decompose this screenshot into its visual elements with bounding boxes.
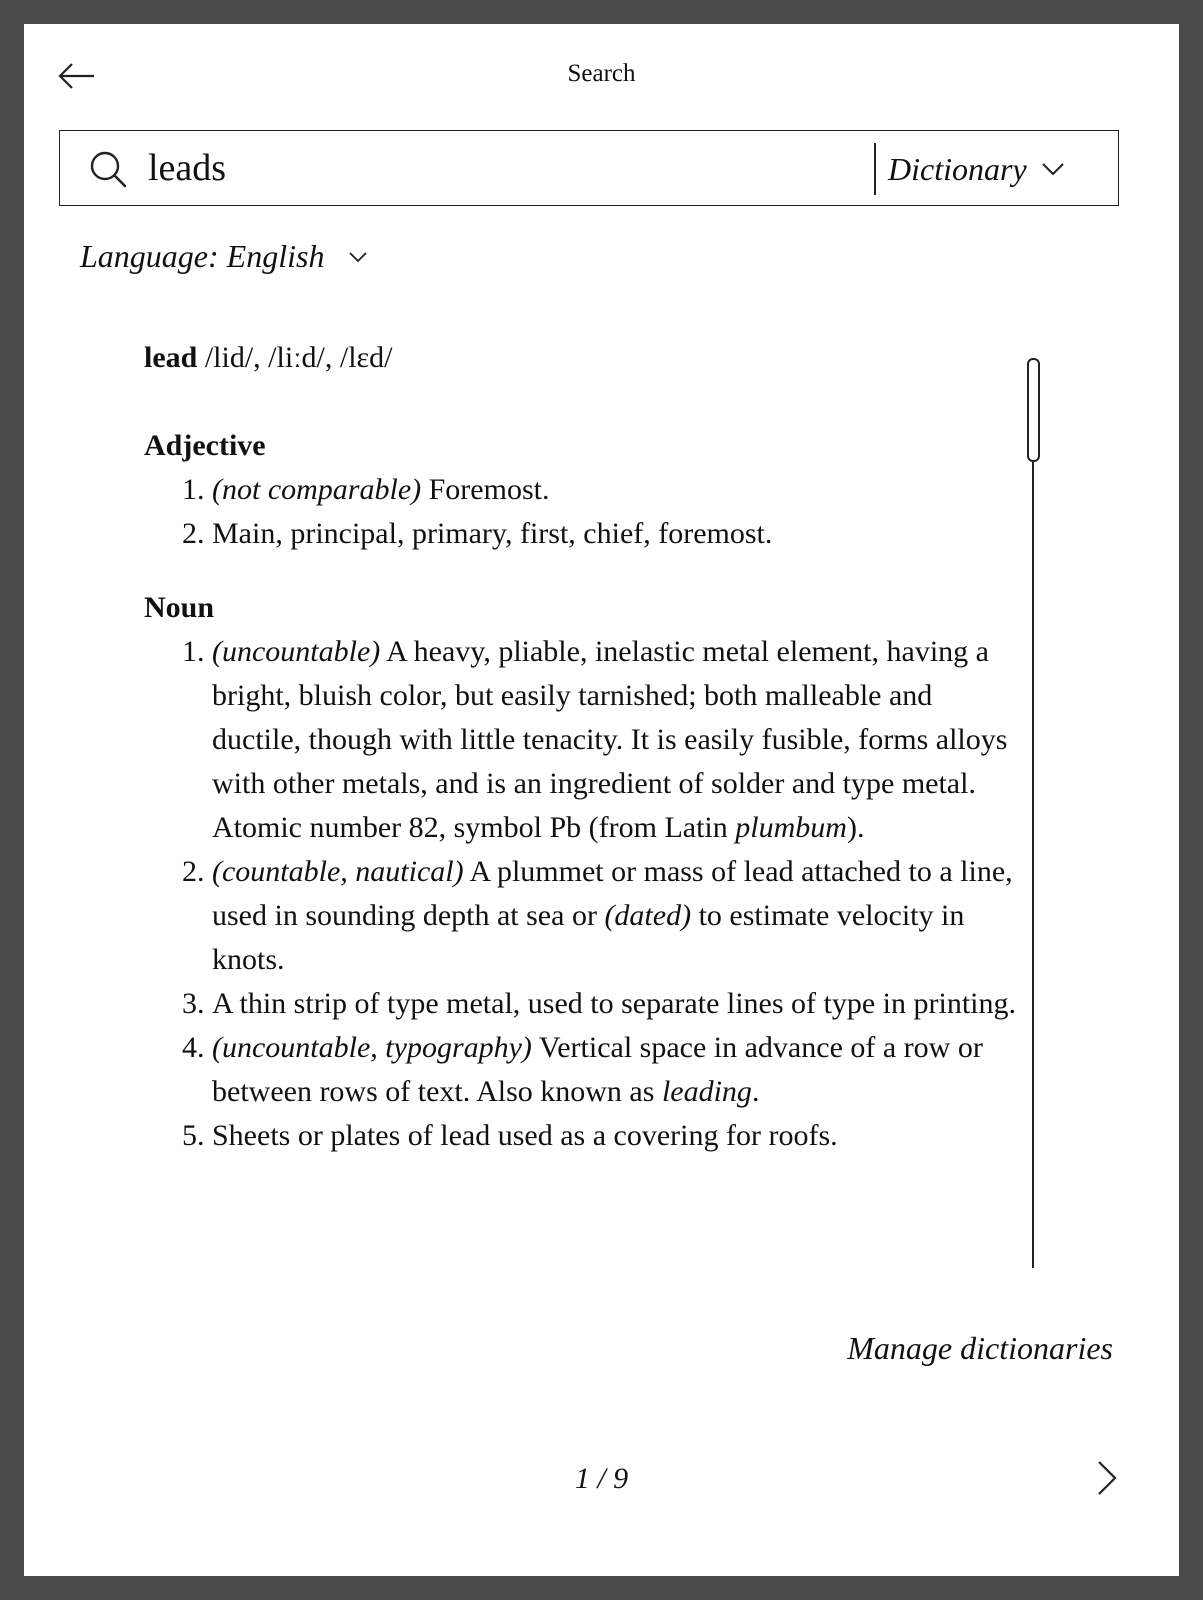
sense-item: 3. A thin strip of type metal, used to separate lines of type in printing. bbox=[212, 982, 1024, 1026]
search-input[interactable] bbox=[148, 143, 848, 193]
dictionary-entry bbox=[144, 336, 1024, 1188]
chevron-right-icon[interactable] bbox=[1087, 1456, 1127, 1500]
search-divider bbox=[874, 143, 876, 195]
chevron-down-icon bbox=[348, 250, 368, 264]
sense-item: 2. (countable, nautical) A plummet or mass of lead attached to a line, used in sounding depth at sea or (dated) to estimate velocity in knots. bbox=[212, 850, 1024, 982]
sense-item: 2. Main, principal, primary, first, chief, foremost. bbox=[212, 512, 1024, 556]
sense-item: 5. Sheets or plates of lead used as a covering for roofs. bbox=[212, 1114, 1024, 1158]
part-of-speech-noun: Noun bbox=[144, 591, 215, 624]
search-bar bbox=[59, 130, 1119, 206]
pronunciation: /lid/, /liːd/, /lɛd/ bbox=[197, 341, 393, 374]
dictionary-dropdown[interactable] bbox=[888, 143, 1113, 195]
screen bbox=[24, 24, 1179, 1576]
scrollbar-track[interactable] bbox=[1032, 358, 1034, 1268]
scrollbar-thumb[interactable] bbox=[1027, 358, 1040, 462]
part-of-speech-adjective: Adjective bbox=[144, 429, 266, 462]
sense-item: 1. (not comparable) Foremost. bbox=[212, 468, 1024, 512]
page-title: Search bbox=[567, 60, 636, 87]
sense-item: 4. (uncountable, typography) Vertical space in advance of a row or between rows of text. Also known as leading. bbox=[212, 1026, 1024, 1114]
chevron-down-icon bbox=[1041, 161, 1065, 177]
manage-dictionaries-link[interactable]: Manage dictionaries bbox=[847, 1330, 1113, 1366]
headword-line bbox=[144, 336, 1024, 380]
sense-list-adjective bbox=[144, 468, 1024, 556]
headword: lead bbox=[144, 341, 198, 374]
sense-item: 1. (uncountable) A heavy, pliable, inelastic metal element, having a bright, bluish color, but easily tarnished; both malleable and ductile, though with little tenacity. It is easily fusible, forms alloys with other metals, and is an ingredient of solder and type metal. Atomic number 82, symbol Pb (from Latin plumbum). bbox=[212, 630, 1024, 850]
language-dropdown[interactable] bbox=[80, 238, 368, 275]
search-icon bbox=[88, 149, 128, 189]
language-dropdown-label: Language: English bbox=[80, 238, 325, 274]
sense-list-noun bbox=[144, 630, 1024, 1158]
page-indicator: 1 / 9 bbox=[574, 1462, 629, 1495]
dictionary-dropdown-label: Dictionary bbox=[888, 150, 1027, 187]
